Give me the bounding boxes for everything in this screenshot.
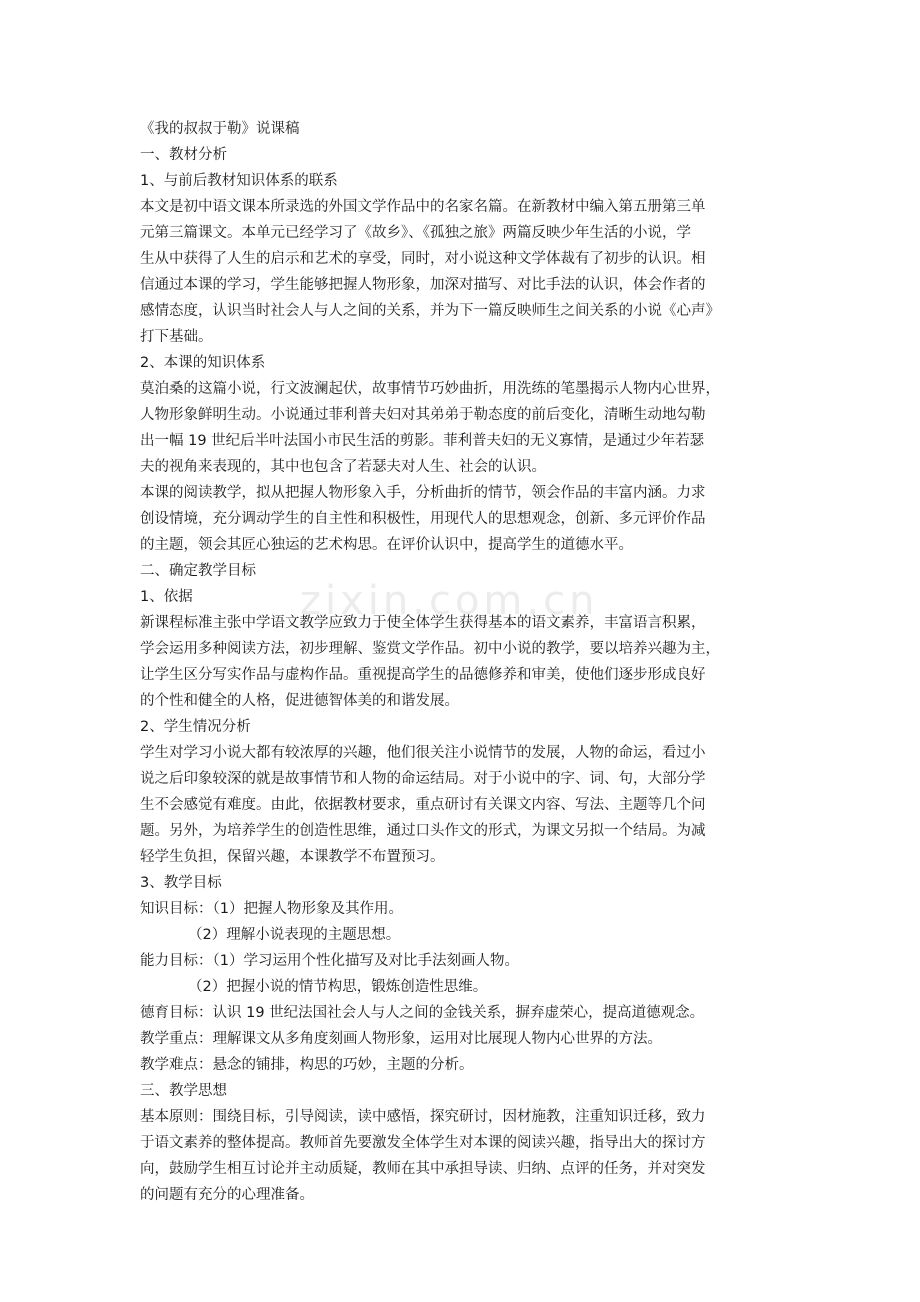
subsection-heading: 3、教学目标 (140, 875, 222, 891)
subsection-heading: 1、依据 (140, 589, 193, 605)
paragraph-line: 学生对学习小说大都有较浓厚的兴趣，他们很关注小说情节的发展，人物的命运，看过小 (140, 745, 706, 761)
paragraph-line: 本文是初中语文课本所录选的外国文学作品中的名家名篇。在新教材中编入第五册第三单 (140, 199, 706, 215)
paragraph-line: 于语文素养的整体提高。教师首先要激发全体学生对本课的阅读兴趣，指导出大的探讨方 (140, 1135, 706, 1151)
paragraph-line: 生不会感觉有难度。由此，依据教材要求，重点研讨有关课文内容、写法、主题等几个问 (140, 797, 706, 813)
paragraph-line: 题。另外，为培养学生的创造性思维，通过口头作文的形式，为课文另拟一个结局。为减 (140, 823, 706, 839)
paragraph-line: 信通过本课的学习，学生能够把握人物形象，加深对描写、对比手法的认识，体会作者的 (140, 277, 706, 293)
paragraph-line: 说之后印象较深的就是故事情节和人物的命运结局。对于小说中的字、词、句，大部分学 (140, 771, 706, 787)
subsection-heading: 2、学生情况分析 (140, 719, 251, 735)
goal-line: （2）把握小说的情节构思，锻炼创造性思维。 (188, 979, 488, 995)
paragraph-line: 元第三篇课文。本单元已经学习了《故乡》、《孤独之旅》两篇反映少年生活的小说，学 (140, 225, 691, 241)
document-body (140, 116, 800, 1208)
watermark: zixin.com.cn (300, 578, 599, 624)
paragraph-line: 新课程标准主张中学语文教学应致力于使全体学生获得基本的语文素养，丰富语言积累， (140, 615, 706, 631)
paragraph-line: 学会运用多种阅读方法，初步理解、鉴赏文学作品。初中小说的教学，要以培养兴趣为主， (140, 641, 720, 657)
goal-line: 能力目标：（1）学习运用个性化描写及对比手法刻画人物。 (140, 953, 519, 969)
paragraph-line: 生从中获得了人生的启示和艺术的享受，同时，对小说这种文学体裁有了初步的认识。相 (140, 251, 706, 267)
paragraph-line: 基本原则：围绕目标，引导阅读，读中感悟，探究研讨，因材施教，注重知识迁移，致力 (140, 1109, 706, 1125)
paragraph-line: 的个性和健全的人格，促进德智体美的和谐发展。 (140, 693, 459, 709)
goal-line: 教学重点：理解课文从多角度刻画人物形象，运用对比展现人物内心世界的方法。 (140, 1031, 662, 1047)
paragraph-line: 出一幅 19 世纪后半叶法国小市民生活的剪影。菲利普夫妇的无义寡情，是通过少年若瑟 (140, 433, 705, 449)
paragraph-line: 向，鼓励学生相互讨论并主动质疑，教师在其中承担导读、归纳、点评的任务，并对突发 (140, 1161, 706, 1177)
section-heading: 三、教学思想 (140, 1083, 227, 1099)
paragraph-line: 人物形象鲜明生动。小说通过菲利普夫妇对其弟弟于勒态度的前后变化，清晰生动地勾勒 (140, 407, 706, 423)
subsection-heading: 2、本课的知识体系 (140, 355, 266, 371)
goal-line: 德育目标：认识 19 世纪法国社会人与人之间的金钱关系，摒弃虚荣心，提高道德观念。 (140, 1005, 705, 1021)
paragraph-line: 轻学生负担，保留兴趣，本课教学不布置预习。 (140, 849, 445, 865)
subsection-heading: 1、与前后教材知识体系的联系 (140, 173, 338, 189)
paragraph-line: 的问题有充分的心理准备。 (140, 1187, 314, 1203)
paragraph-line: 本课的阅读教学，拟从把握人物形象入手，分析曲折的情节，领会作品的丰富内涵。力求 (140, 485, 706, 501)
paragraph-line: 莫泊桑的这篇小说，行文波澜起伏，故事情节巧妙曲折，用洗练的笔墨揭示人物内心世界， (140, 381, 720, 397)
document-title: 《我的叔叔于勒》说课稿 (140, 121, 300, 137)
section-heading: 二、确定教学目标 (140, 563, 256, 579)
paragraph-line: 的主题，领会其匠心独运的艺术构思。在评价认识中，提高学生的道德水平。 (140, 537, 633, 553)
section-heading: 一、教材分析 (140, 147, 227, 163)
goal-line: （2）理解小说表现的主题思想。 (188, 927, 401, 943)
goal-line: 教学难点：悬念的铺排，构思的巧妙，主题的分析。 (140, 1057, 474, 1073)
goal-line: 知识目标：（1）把握人物形象及其作用。 (140, 901, 403, 917)
paragraph-line: 创设情境，充分调动学生的自主性和积极性，用现代人的思想观念，创新、多元评价作品 (140, 511, 706, 527)
paragraph-line: 感情态度，认识当时社会人与人之间的关系，并为下一篇反映师生之间关系的小说《心声》 (140, 303, 720, 319)
paragraph-line: 让学生区分写实作品与虚构作品。重视提高学生的品德修养和审美，使他们逐步形成良好 (140, 667, 706, 683)
paragraph-line: 夫的视角来表现的，其中也包含了若瑟夫对人生、社会的认识。 (140, 459, 546, 475)
paragraph-line: 打下基础。 (140, 329, 213, 345)
